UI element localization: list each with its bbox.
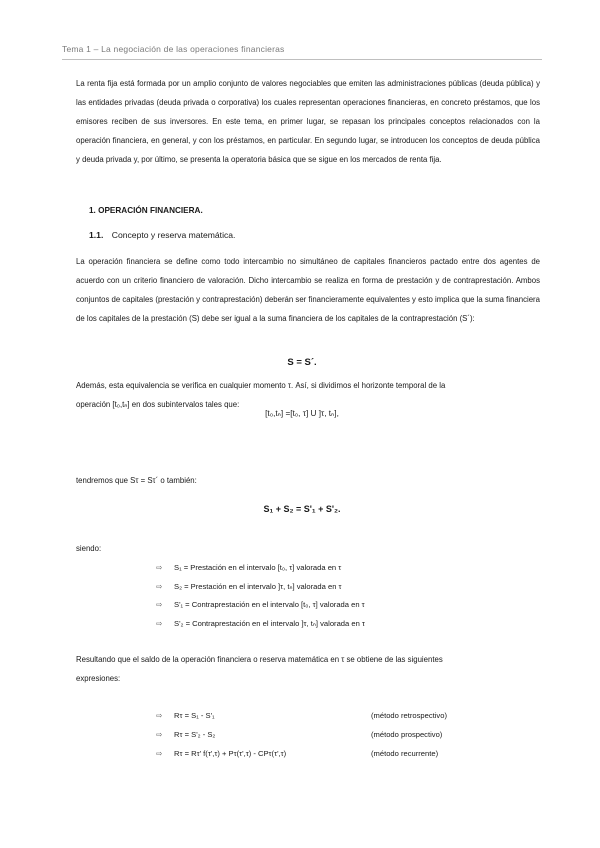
arrow-bullet-icon: ⇨ <box>156 730 163 739</box>
section-title: Concepto y reserva matemática. <box>111 230 236 240</box>
expression-row <box>156 730 516 739</box>
expression-formula: Rτ = S'₂ - S₂ <box>174 730 216 739</box>
definition-item: ⇨ S₂ = Prestación en el intervalo ]τ, tₙ] valorada en τ <box>156 582 342 591</box>
section-heading-1: 1. OPERACIÓN FINANCIERA. <box>89 206 203 215</box>
equivalence-text-line-1: Además, esta equivalencia se verifica en cualquier momento τ. Así, si dividimos el horizonte temporal de la <box>76 381 446 390</box>
equivalence-text-line-2: operación [t₀,tₙ] en dos subintervalos tales que: <box>76 400 240 409</box>
siendo-text: siendo: <box>76 544 102 553</box>
arrow-bullet-icon: ⇨ <box>156 600 163 609</box>
definition-item: ⇨ S'₂ = Contraprestación en el intervalo ]τ, tₙ] valorada en τ <box>156 619 365 628</box>
expression-method: (método prospectivo) <box>371 730 443 739</box>
tendremos-text: tendremos que Sτ = Sτ´ o también: <box>76 476 197 485</box>
intro-paragraph: La renta fija está formada por un amplio conjunto de valores negociables que emiten las administraciones públicas (deuda pública) y las entidades privadas (deuda privada o corporativa) los cuales representan operaciones financieras, en concreto préstamos, que los emisores reciben de sus inversores. En este tema, en primer lugar, se repasan los principales conceptos relacionados con la operación financiera, en general, y con los préstamos, en particular. En segundo lugar, se introducen los conceptos de deuda pública y deuda privada y, por último, se presenta la operatoria básica que se sigue en los mercados de renta fija. <box>76 79 540 164</box>
expression-method: (método recurrente) <box>371 749 439 758</box>
arrow-bullet-icon: ⇨ <box>156 619 163 628</box>
definition-item: ⇨ S₁ = Prestación en el intervalo [t₀, τ] valorada en τ <box>156 563 342 572</box>
running-header: Tema 1 – La negociación de las operaciones financieras <box>62 44 285 54</box>
equation-sum-balance: S₁ + S₂ = S'₁ + S'₂. <box>263 504 341 514</box>
arrow-bullet-icon: ⇨ <box>156 711 163 720</box>
section-number: 1.1. <box>89 230 104 240</box>
expression-row <box>156 711 516 720</box>
arrow-bullet-icon: ⇨ <box>156 749 163 758</box>
expression-method: (método retrospectivo) <box>371 711 447 720</box>
arrow-bullet-icon: ⇨ <box>156 563 163 572</box>
equation-s-equals-s-prime: S = S´. <box>287 357 317 368</box>
expression-formula: Rτ = S₁ - S'₁ <box>174 711 215 720</box>
resultando-text-line-2: expresiones: <box>76 674 121 683</box>
definition-item: ⇨ S'₁ = Contraprestación en el intervalo [t₀, τ] valorada en τ <box>156 600 365 609</box>
definition-paragraph: La operación financiera se define como todo intercambio no simultáneo de capitales financieros pactado entre dos agentes de acuerdo con un criterio financiero de valoración. Dicho intercambio se realiza en forma de prestación y de contraprestación. Ambos conjuntos de capitales (prestación y contraprestación) deberán ser financieramente equivalentes y esto implica que la suma financiera de los capitales de la prestación (S) debe ser igual a la suma financiera de los capitales de la contraprestación (S´): <box>76 257 540 323</box>
arrow-bullet-icon: ⇨ <box>156 582 163 591</box>
resultando-text-line-1: Resultando que el saldo de la operación financiera o reserva matemática en τ se obtiene de las siguientes <box>76 655 443 664</box>
equation-interval-split: [t₀,tₙ] =[t₀, τ] U ]τ, tₙ], <box>265 409 339 418</box>
section-heading-1-1 <box>89 230 235 240</box>
expression-row <box>156 749 516 758</box>
expression-formula: Rτ = Rτ' f(τ',τ) + Pτ(τ',τ) - CPτ(τ',τ) <box>174 749 287 758</box>
header-rule <box>62 59 542 60</box>
